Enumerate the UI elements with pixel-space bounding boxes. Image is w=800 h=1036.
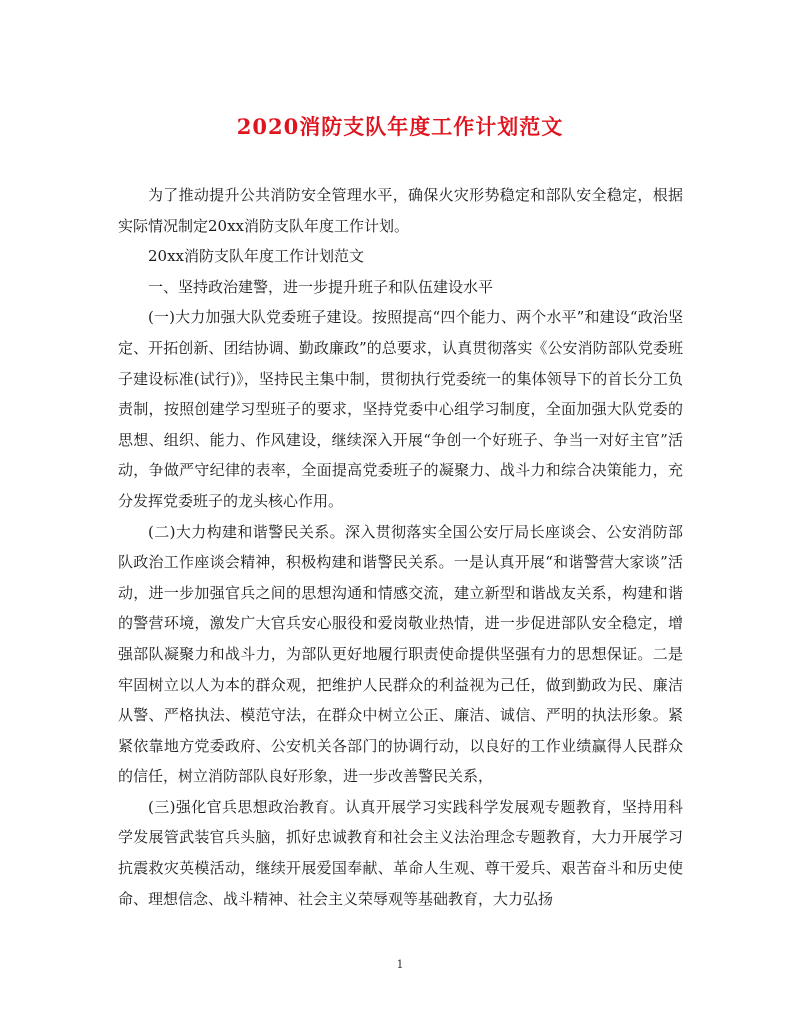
section-heading: 一、坚持政治建警，进一步提升班子和队伍建设水平 xyxy=(148,277,494,296)
body-paragraph-3: (三)强化官兵思想政治教育。认真开展学习实践科学发展观专题教育，坚持用科学发展管武装官兵头脑，抓好忠诚教育和社会主义法治理念专题教育，大力开展学习抗震救灾英模活动，继续开展爱国奉献、革命人生观、尊干爱兵、艰苦奋斗和历史使命、理想信念、战斗精神、社会主义荣辱观等基础教育，大力弘扬 xyxy=(118,797,683,908)
page-number: 1 xyxy=(396,958,404,971)
document-body xyxy=(118,180,683,914)
document-title: 2020消防支队年度工作计划范文 xyxy=(236,114,564,139)
body-paragraph-2: (二)大力构建和谐警民关系。深入贯彻落实全国公安厅局长座谈会、公安消防部队政治工作座谈会精神，积极构建和谐警民关系。一是认真开展“和谐警营大家谈”活动，进一步加强官兵之间的思想沟通和情感交流，建立新型和谐战友关系，构建和谐的警营环境，激发广大官兵安心服役和爱岗敬业热情，进一步促进部队安全稳定，增强部队凝聚力和战斗力，为部队更好地履行职责使命提供坚强有力的思想保证。二是牢固树立以人为本的群众观，把维护人民群众的利益视为己任，做到勤政为民、廉洁从警、严格执法、模范守法，在群众中树立公正、廉洁、诚信、严明的执法形象。紧紧依靠地方党委政府、公安机关各部门的协调行动，以良好的工作业绩赢得人民群众的信任，树立消防部队良好形象，进一步改善警民关系， xyxy=(118,522,683,786)
intro-paragraph: 为了推动提升公共消防安全管理水平，确保火灾形势稳定和部队安全稳定，根据实际情况制定20xx消防支队年度工作计划。 xyxy=(118,186,683,235)
body-paragraph-1: (一)大力加强大队党委班子建设。按照提高“四个能力、两个水平”和建设“政治坚定、开拓创新、团结协调、勤政廉政”的总要求，认真贯彻落实《公安消防部队党委班子建设标准(试行)》，坚持民主集中制，贯彻执行党委统一的集体领导下的首长分工负责制，按照创建学习型班子的要求，坚持党委中心组学习制度，全面加强大队党委的思想、组织、能力、作风建设，继续深入开展“争创一个好班子、争当一对好主官”活动，争做严守纪律的表率，全面提高党委班子的凝聚力、战斗力和综合决策能力，充分发挥党委班子的龙头核心作用。 xyxy=(118,308,683,510)
subtitle-paragraph: 20xx消防支队年度工作计划范文 xyxy=(148,247,365,266)
